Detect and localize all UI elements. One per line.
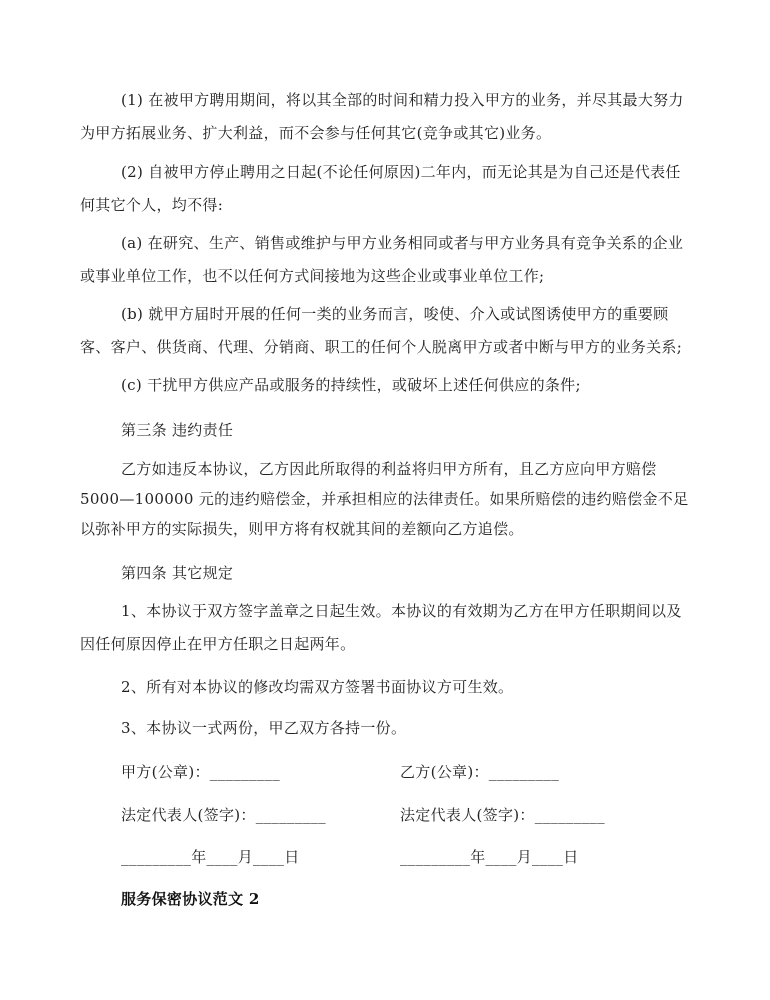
- party-b-date-line: _________年____月____日: [400, 848, 579, 866]
- article-4-title: 第四条 其它规定: [121, 564, 234, 582]
- article-3-line-1: 乙方如违反本协议，乙方因此所取得的利益将归甲方所有，且乙方应向甲方赔偿: [121, 460, 657, 478]
- article-3-line-2: 5000—100000 元的违约赔偿金，并承担相应的法律责任。如果所赔偿的违约赔偿金不足: [80, 490, 689, 508]
- article-3-line-3: 以弥补甲方的实际损失，则甲方将有权就其间的差额向乙方追偿。: [80, 520, 524, 538]
- clause-2a-paragraph: (a) 在研究、生产、销售或维护与甲方业务相同或者与甲方业务具有竞争关系的企业或事业单位工作，也不以任何方式间接地为这些企业或事业单位工作;: [80, 234, 684, 285]
- clause-1-paragraph: (1) 在被甲方聘用期间，将以其全部的时间和精力投入甲方的业务，并尽其最大努力为甲方拓展业务、扩大利益，而不会参与任何其它(竞争或其它)业务。: [80, 91, 684, 142]
- clause-2b-paragraph: (b) 就甲方届时开展的任何一类的业务而言，唆使、介入或试图诱使甲方的重要顾客、客户、供货商、代理、分销商、职工的任何个人脱离甲方或者中断与甲方的业务关系;: [80, 305, 683, 356]
- article-4-item-3: 3、本协议一式两份，甲乙双方各持一份。: [121, 719, 407, 737]
- party-b-representative-line: 法定代表人(签字)：_________: [400, 806, 605, 824]
- party-a-date-line: _________年____月____日: [121, 848, 300, 866]
- party-a-seal-line: 甲方(公章)：_________: [121, 763, 281, 781]
- article-4-item-2: 2、所有对本协议的修改均需双方签署书面协议方可生效。: [121, 678, 514, 696]
- article-3-title: 第三条 违约责任: [121, 421, 234, 439]
- clause-2c-paragraph: (c) 干扰甲方供应产品或服务的持续性，或破坏上述任何供应的条件;: [121, 376, 581, 394]
- clause-2-paragraph: (2) 自被甲方停止聘用之日起(不论任何原因)二年内，而无论其是为自己还是代表任何其它个人，均不得:: [80, 163, 681, 214]
- party-a-representative-line: 法定代表人(签字)：_________: [121, 806, 326, 824]
- party-b-seal-line: 乙方(公章)：_________: [400, 763, 560, 781]
- article-4-item-1: 1、本协议于双方签字盖章之日起生效。本协议的有效期为乙方在甲方任职期间以及因任何原因停止在甲方任职之日起两年。: [80, 602, 682, 653]
- next-section-heading: 服务保密协议范文 2: [121, 890, 260, 908]
